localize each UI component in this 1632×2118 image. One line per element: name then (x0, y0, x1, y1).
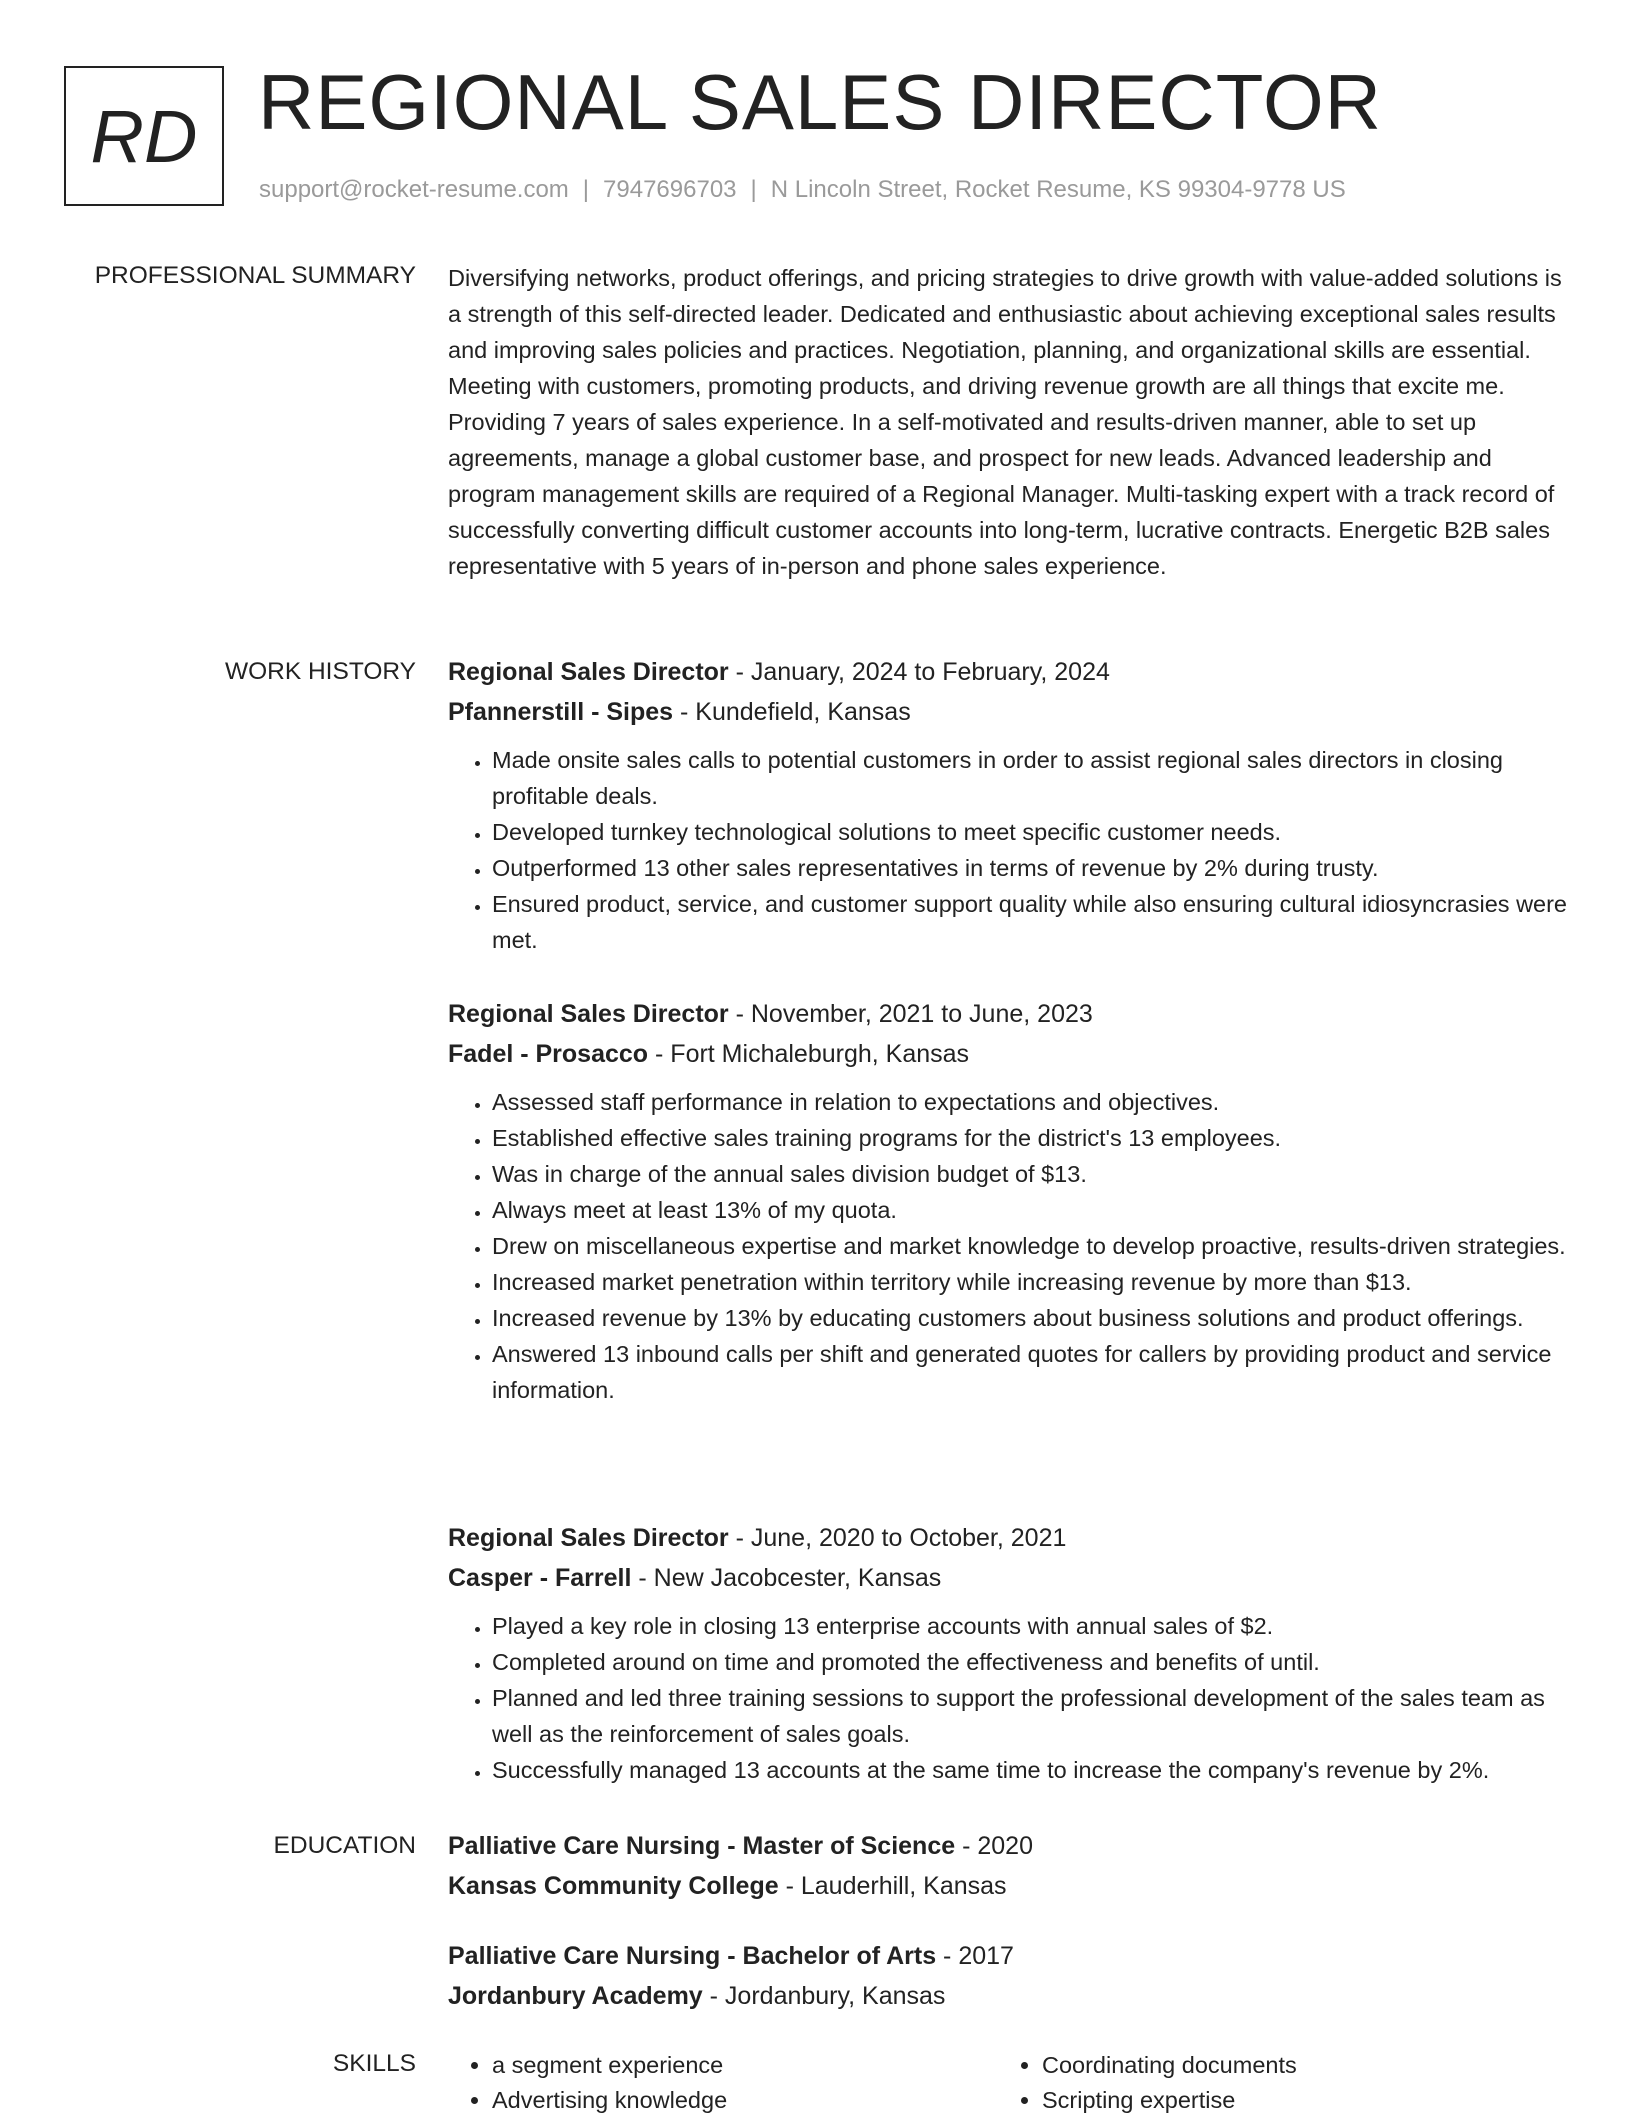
list-item: • Developed turnkey technological solutions to meet specific customer needs. (492, 814, 1568, 850)
list-item: • Increased market penetration within territory while increasing revenue by more than $13. (492, 1264, 1568, 1300)
list-item: • Played a key role in closing 13 enterprise accounts with annual sales of $2. (492, 1608, 1568, 1644)
job-location: - Fort Michaleburgh, Kansas (648, 1040, 970, 1068)
school-name: Jordanbury Academy (448, 1982, 703, 2010)
degree-year: - 2020 (955, 1832, 1033, 1860)
skills-section-label: SKILLS (332, 2050, 416, 2077)
job-title: Regional Sales Director (448, 1000, 729, 1028)
education-entry (448, 1936, 1568, 2016)
job-company-line (448, 1034, 1568, 1074)
job-dates: - November, 2021 to June, 2023 (728, 1000, 1093, 1028)
job-dates: - June, 2020 to October, 2021 (728, 1524, 1067, 1552)
job-company: Casper - Farrell (448, 1564, 632, 1592)
school-location: - Lauderhill, Kansas (778, 1872, 1007, 1900)
job-entry (448, 652, 1568, 958)
job-company: Fadel - Prosacco (448, 1040, 649, 1068)
job-title: Regional Sales Director (448, 1524, 729, 1552)
degree-line (448, 1936, 1568, 1976)
contact-line (259, 174, 1346, 206)
skill-item: • Advertising knowledge (492, 2083, 998, 2118)
list-item: • Planned and led three training sessions to support the professional development of the sales team as well as the reinforcement of sales goals. (492, 1680, 1568, 1752)
school-line (448, 1976, 1568, 2016)
skill-item: • Coordinating documents (1042, 2048, 1548, 2083)
education-entry (448, 1826, 1568, 1906)
list-item: • Drew on miscellaneous expertise and market knowledge to develop proactive, results-driven strategies. (492, 1228, 1568, 1264)
summary-text: Diversifying networks, product offerings, and pricing strategies to drive growth with value-added solutions is a strength of this self-directed leader. Dedicated and enthusiastic about achieving exceptional sales results and improving sales policies and practices. Negotiation, planning, and organizational skills are essential. Meeting with customers, promoting products, and driving revenue growth are all things that excite me. Providing 7 years of sales experience. In a self-motivated and results-driven manner, able to set up agreements, manage a global customer base, and prospect for new leads. Advanced leadership and program management skills are required of a Regional Manager. Multi-tasking expert with a track record of successfully converting difficult customer accounts into long-term, lucrative contracts. Energetic B2B sales representative with 5 years of in-person and phone sales experience. (448, 265, 1562, 579)
school-name: Kansas Community College (448, 1872, 779, 1900)
skills-list (448, 2048, 1568, 2118)
degree-year: - 2017 (936, 1942, 1014, 1970)
job-title-line (448, 1518, 1568, 1558)
list-item: • Made onsite sales calls to potential customers in order to assist regional sales directors in closing profitable deals. (492, 742, 1568, 814)
job-company-line (448, 692, 1568, 732)
skill-item: • Scripting expertise (1042, 2083, 1548, 2118)
phone-text: 7947696703 (603, 176, 737, 203)
list-item: • Ensured product, service, and customer support quality while also ensuring cultural idiosyncrasies were met. (492, 886, 1568, 958)
list-item: • Outperformed 13 other sales representatives in terms of revenue by 2% during trusty. (492, 850, 1568, 886)
job-bullets (448, 1608, 1568, 1788)
list-item: • Was in charge of the annual sales division budget of $13. (492, 1156, 1568, 1192)
email-text: support@rocket-resume.com (259, 176, 569, 203)
separator: | (582, 176, 590, 203)
job-bullets (448, 742, 1568, 958)
degree-name: Palliative Care Nursing - Master of Science (448, 1832, 956, 1860)
page-title: REGIONAL SALES DIRECTOR (258, 58, 1382, 146)
list-item: • Assessed staff performance in relation to expectations and objectives. (492, 1084, 1568, 1120)
summary-section (448, 260, 1568, 584)
job-location: - Kundefield, Kansas (673, 698, 911, 726)
skills-column-left (448, 2048, 998, 2118)
summary-section-label: PROFESSIONAL SUMMARY (94, 262, 416, 289)
job-entry (448, 994, 1568, 1408)
job-title: Regional Sales Director (448, 658, 729, 686)
list-item: • Always meet at least 13% of my quota. (492, 1192, 1568, 1228)
job-dates: - January, 2024 to February, 2024 (728, 658, 1110, 686)
address-text: N Lincoln Street, Rocket Resume, KS 99304-9778 US (770, 176, 1346, 203)
education-section-label: EDUCATION (273, 1832, 416, 1859)
work-section-label: WORK HISTORY (224, 658, 416, 685)
skills-column-right (998, 2048, 1548, 2118)
degree-line (448, 1826, 1568, 1866)
job-bullets (448, 1084, 1568, 1408)
initials-monogram: RD (64, 66, 224, 206)
skill-item: • a segment experience (492, 2048, 998, 2083)
list-item: • Increased revenue by 13% by educating customers about business solutions and product offerings. (492, 1300, 1568, 1336)
job-location: - New Jacobcester, Kansas (631, 1564, 942, 1592)
separator: | (750, 176, 757, 203)
job-title-line (448, 652, 1568, 692)
list-item: • Answered 13 inbound calls per shift and generated quotes for callers by providing product and service information. (492, 1336, 1568, 1408)
list-item: • Completed around on time and promoted the effectiveness and benefits of until. (492, 1644, 1568, 1680)
list-item: • Successfully managed 13 accounts at the same time to increase the company's revenue by 2%. (492, 1752, 1568, 1788)
job-entry (448, 1518, 1568, 1788)
job-company-line (448, 1558, 1568, 1598)
degree-name: Palliative Care Nursing - Bachelor of Arts (448, 1942, 937, 1970)
job-company: Pfannerstill - Sipes (448, 698, 674, 726)
school-location: - Jordanbury, Kansas (702, 1982, 946, 2010)
list-item: • Established effective sales training programs for the district's 13 employees. (492, 1120, 1568, 1156)
job-title-line (448, 994, 1568, 1034)
school-line (448, 1866, 1568, 1906)
